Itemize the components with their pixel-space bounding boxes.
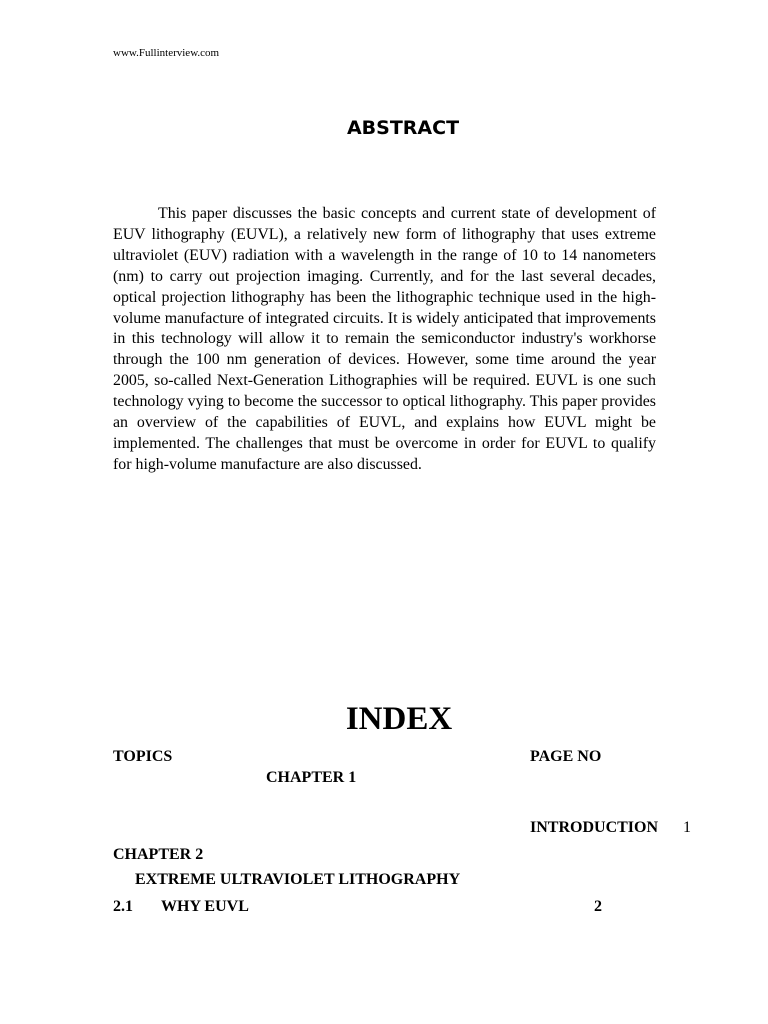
index-heading: INDEX xyxy=(345,701,453,737)
toc-entry-introduction: INTRODUCTION xyxy=(530,819,659,836)
topics-column-header: TOPICS xyxy=(113,748,173,765)
chapter-2-title: EXTREME ULTRAVIOLET LITHOGRAPHY xyxy=(135,871,461,888)
abstract-heading: ABSTRACT xyxy=(346,117,460,139)
site-url-text: www.Fullinterview.com xyxy=(113,47,220,59)
section-2-1-number: 2.1 xyxy=(113,898,133,915)
chapter-2-label: CHAPTER 2 xyxy=(113,846,204,863)
page-no-column-header: PAGE NO xyxy=(530,748,602,765)
chapter-1-label: CHAPTER 1 xyxy=(266,769,357,786)
toc-page-introduction: 1 xyxy=(683,819,691,836)
abstract-paragraph: This paper discusses the basic concepts and current state of development of EUV lithography (EUVL), a relatively new form of lithography that uses extreme ultraviolet (EUV) radiation with a wavelength in the range of 10 to 14 nanometers (nm) to carry out projection imaging. Currently, and for the last several decades, optical projection lithography has been the lithographic technique used in the high-volume manufacture of integrated circuits. It is widely anticipated that improvements in this technology will allow it to remain the semiconductor industry's workhorse through the 100 nm generation of devices. However, some time around the year 2005, so-called Next-Generation Lithographies will be required. EUVL is one such technology vying to become the successor to optical lithography. This paper provides an overview of the capabilities of EUVL, and explains how EUVL might be implemented. The challenges that must be overcome in order for EUVL to qualify for high-volume manufacture are also discussed. xyxy=(113,205,656,473)
toc-page-section-2-1: 2 xyxy=(594,898,602,915)
section-2-1-title: WHY EUVL xyxy=(161,898,249,915)
